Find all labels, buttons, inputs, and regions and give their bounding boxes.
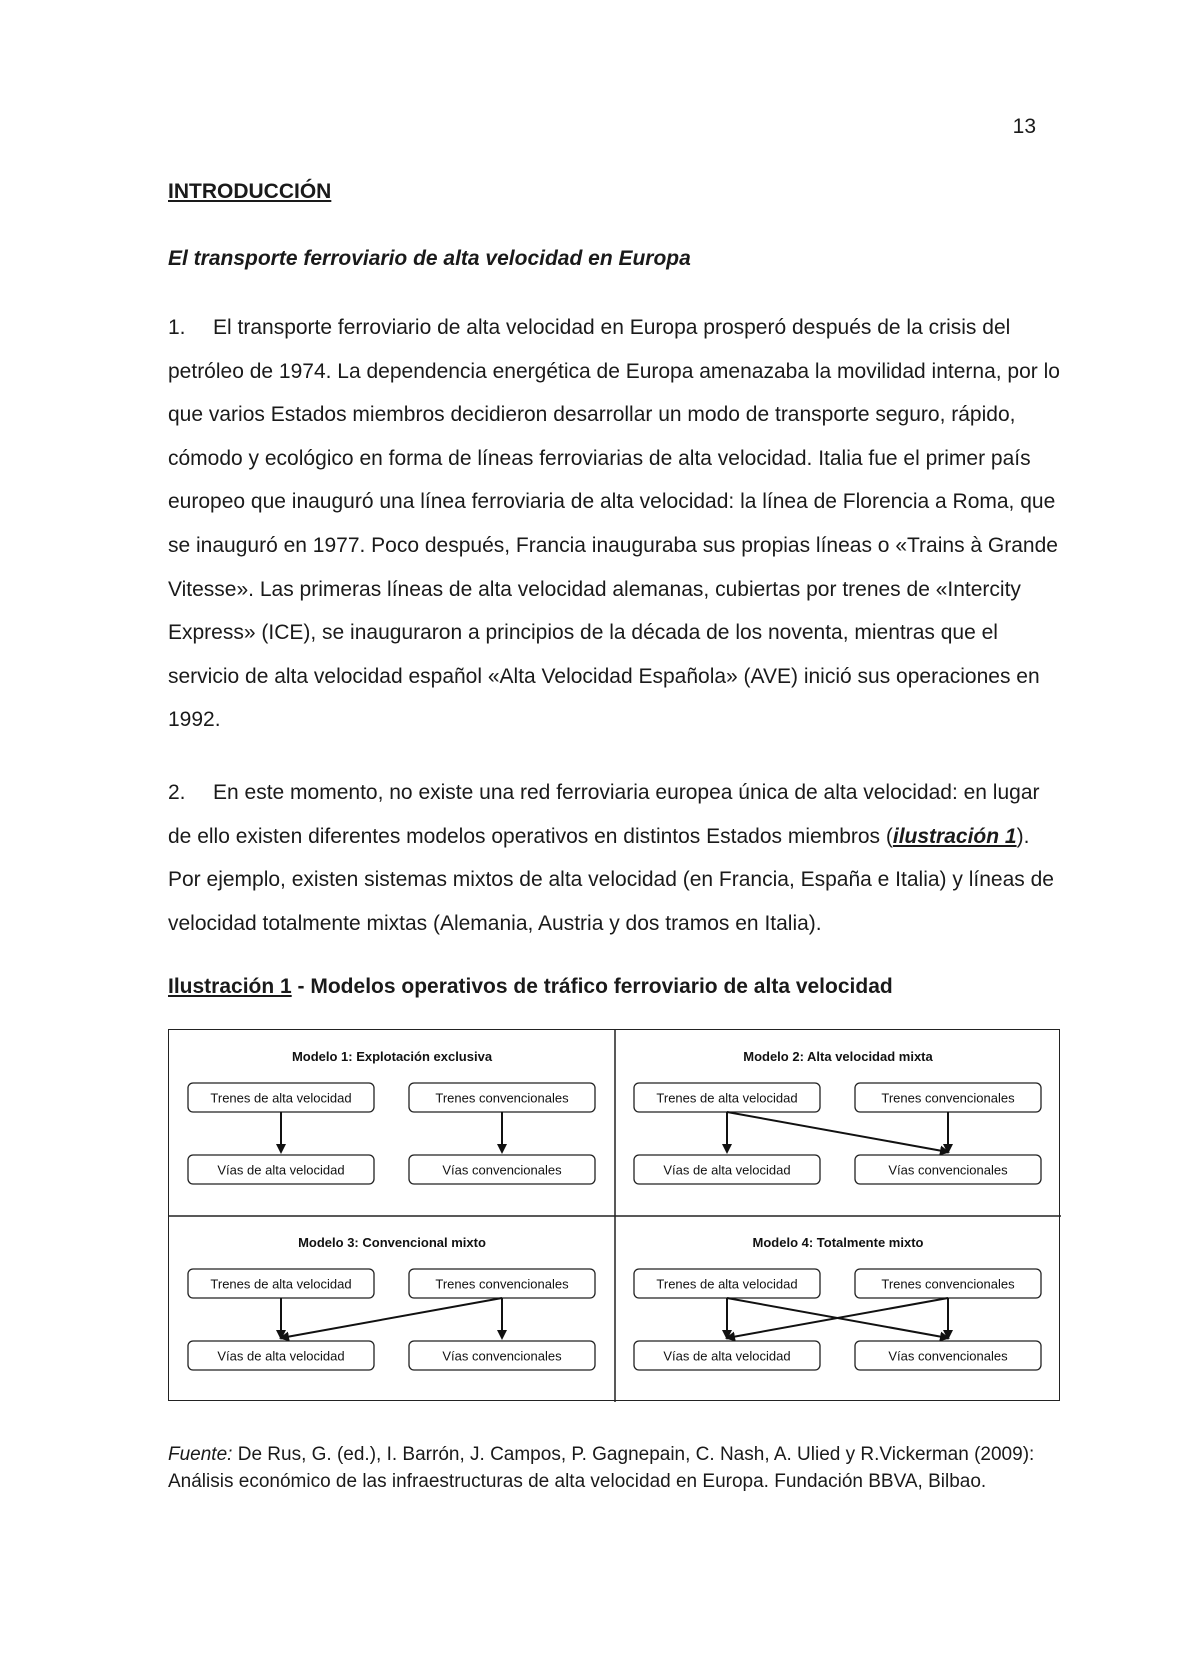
model-box-label: Trenes convencionales [435, 1090, 569, 1106]
figure-reference-link[interactable]: ilustración 1 [892, 824, 1017, 848]
model-box-label: Trenes de alta velocidad [656, 1276, 798, 1292]
operating-models-diagram [168, 1029, 1060, 1401]
model-title: Modelo 4: Totalmente mixto [752, 1235, 924, 1251]
model-title: Modelo 1: Explotación exclusiva [291, 1049, 493, 1065]
paragraph-text: En este momento, no existe una red ferroviaria europea única de alta velocidad: en lugar de ello existen diferentes modelos operativos en distintos Estados miembros ( [168, 780, 1040, 848]
model-title: Modelo 3: Convencional mixto [298, 1235, 486, 1251]
model-box-label: Vías convencionales [442, 1348, 562, 1364]
paragraph-text: El transporte ferroviario de alta velocidad en Europa prosperó después de la crisis del petróleo de 1974. La dependencia energética de Europa amenazaba la movilidad interna, por lo que varios Estados miembros decidieron desarrollar un modo de transporte seguro, rápido, cómodo y ecológico en forma de líneas ferroviarias de alta velocidad. Italia fue el primer país europeo que inauguró una línea ferroviaria de alta velocidad: la línea de Florencia a Roma, que se inauguró en 1977. Poco después, Francia inauguraba sus propias líneas o «Trains à Grande Vitesse». Las primeras líneas de alta velocidad alemanas, cubiertas por trenes de «Intercity Express» (ICE), se inauguraron a principios de la década de los noventa, mientras que el servicio de alta velocidad español «Alta Velocidad Española» (AVE) inició sus operaciones en 1992. [168, 316, 1060, 732]
model-box-label: Vías de alta velocidad [217, 1162, 345, 1178]
model-box-label: Trenes convencionales [881, 1090, 1015, 1106]
figure-title: - Modelos operativos de tráfico ferroviario de alta velocidad [291, 975, 893, 999]
page-number: 13 [1012, 115, 1036, 138]
model-box-label: Vías de alta velocidad [663, 1162, 791, 1178]
source-line-1: De Rus, G. (ed.), I. Barrón, J. Campos, P. Gagnepain, C. Nash, A. Ulied y R.Vickerman (2009): [232, 1444, 1035, 1466]
figure-label: Ilustración 1 [168, 975, 292, 999]
model-box-label: Vías de alta velocidad [663, 1348, 791, 1364]
diagram-svg [169, 1030, 1061, 1402]
model-box-label: Trenes convencionales [881, 1276, 1015, 1292]
flow-arrow [281, 1298, 502, 1338]
model-box-label: Trenes de alta velocidad [210, 1276, 352, 1292]
flow-arrow [727, 1112, 948, 1152]
figure-caption [168, 975, 1060, 999]
paragraph-text: ). Por ejemplo, existen sistemas mixtos de alta velocidad (en Francia, España e Italia) y líneas de velocidad totalmente mixtas (Alemania, Austria y dos tramos en Italia). [168, 824, 1054, 935]
paragraph-number: 2. [168, 780, 186, 804]
model-box-label: Vías convencionales [888, 1162, 1008, 1178]
model-box-label: Trenes convencionales [435, 1276, 569, 1292]
model-box-label: Trenes de alta velocidad [656, 1090, 798, 1106]
document-body [168, 180, 1060, 1495]
model-box-label: Vías convencionales [442, 1162, 562, 1178]
source-line-2: Análisis económico de las infraestructuras de alta velocidad en Europa. Fundación BBVA, Bilbao. [168, 1471, 987, 1493]
model-box-label: Vías convencionales [888, 1348, 1008, 1364]
model-title: Modelo 2: Alta velocidad mixta [743, 1049, 933, 1065]
paragraph-2 [168, 771, 1060, 945]
paragraph-number: 1. [168, 316, 186, 339]
section-heading: INTRODUCCIÓN [168, 180, 332, 203]
source-citation [168, 1441, 1060, 1495]
source-label: Fuente: [168, 1444, 233, 1466]
model-box-label: Vías de alta velocidad [217, 1348, 345, 1364]
paragraph-1 [168, 306, 1060, 742]
section-subheading: El transporte ferroviario de alta velocidad en Europa [168, 247, 691, 270]
model-box-label: Trenes de alta velocidad [210, 1090, 352, 1106]
